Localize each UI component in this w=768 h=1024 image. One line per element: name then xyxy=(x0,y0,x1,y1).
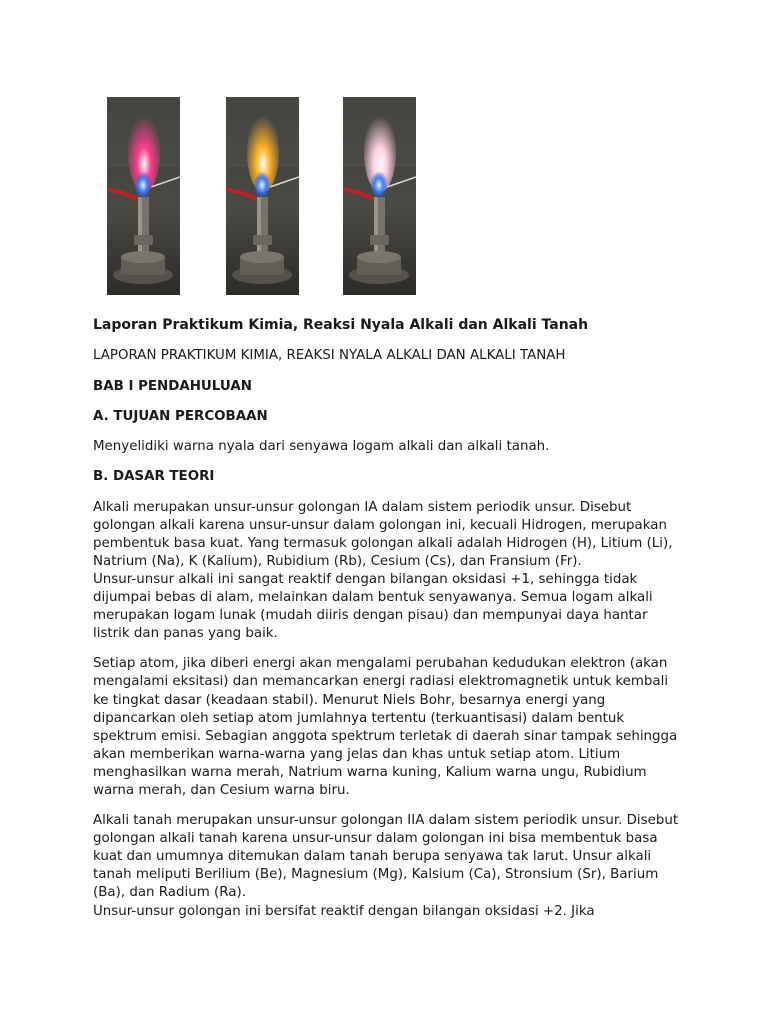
section-b-heading: B. DASAR TEORI xyxy=(93,469,215,485)
flame-test-photo-2 xyxy=(226,97,299,295)
paragraph-2: Unsur-unsur alkali ini sangat reaktif dengan bilangan oksidasi +1, sehingga tidak dijumpai bebas di alam, melainkan dalam bentuk senyawanya. Semua logam alkali merupakan logam lunak (mudah diiris dengan pisau) dan mempunyai daya hantar listrik dan panas yang baik. xyxy=(93,571,653,642)
paragraph-1: Alkali merupakan unsur-unsur golongan IA dalam sistem periodik unsur. Disebut golongan alkali karena unsur-unsur dalam golongan ini, kecuali Hidrogen, merupakan pembentuk basa kuat. Yang termasuk golongan alkali adalah Hidrogen (H), Litium (Li), Natrium (Na), K (Kalium), Rubidium (Rb), Cesium (Cs), dan Fransium (Fr). xyxy=(93,499,673,569)
paragraph-5: Unsur-unsur golongan ini bersifat reaktif dengan bilangan oksidasi +2. Jika xyxy=(93,903,595,919)
document-body xyxy=(93,316,683,921)
paragraph-3: Setiap atom, jika diberi energi akan mengalami perubahan kedudukan elektron (akan mengalami eksitasi) dan memancarkan energi radiasi elektromagnetik untuk kembali ke tingkat dasar (keadaan stabil). Menurut Niels Bohr, besarnya energi yang dipancarkan oleh setiap atom jumlahnya tertentu (terkuantisasi) dalam bentuk spektrum emisi. Sebagian anggota spektrum terletak di daerah sinar tampak sehingga akan memberikan warna-warna yang jelas dan khas untuk setiap atom. Litium menghasilkan warna merah, Natrium warna kuning, Kalium warna ungu, Rubidium warna merah, dan Cesium warna biru. xyxy=(93,656,678,798)
section-a-heading: A. TUJUAN PERCOBAAN xyxy=(93,409,268,425)
paragraph-4: Alkali tanah merupakan unsur-unsur golongan IIA dalam sistem periodik unsur. Disebut golongan alkali tanah karena unsur-unsur dalam golongan ini bisa membentuk basa kuat dan umumnya ditemukan dalam tanah berupa senyawa tak larut. Unsur alkali tanah meliputi Berilium (Be), Magnesium (Mg), Kalsium (Ca), Stronsium (Sr), Barium (Ba), dan Radium (Ra). xyxy=(93,813,679,901)
section-a-text: Menyelidiki warna nyala dari senyawa logam alkali dan alkali tanah. xyxy=(93,439,550,455)
flame-test-photo-3 xyxy=(343,97,416,295)
document-title: Laporan Praktikum Kimia, Reaksi Nyala Alkali dan Alkali Tanah xyxy=(93,317,589,333)
chapter-heading: BAB I PENDAHULUAN xyxy=(93,379,252,395)
document-subtitle: LAPORAN PRAKTIKUM KIMIA, REAKSI NYALA ALKALI DAN ALKALI TANAH xyxy=(93,348,566,364)
flame-test-photo-1 xyxy=(107,97,180,295)
